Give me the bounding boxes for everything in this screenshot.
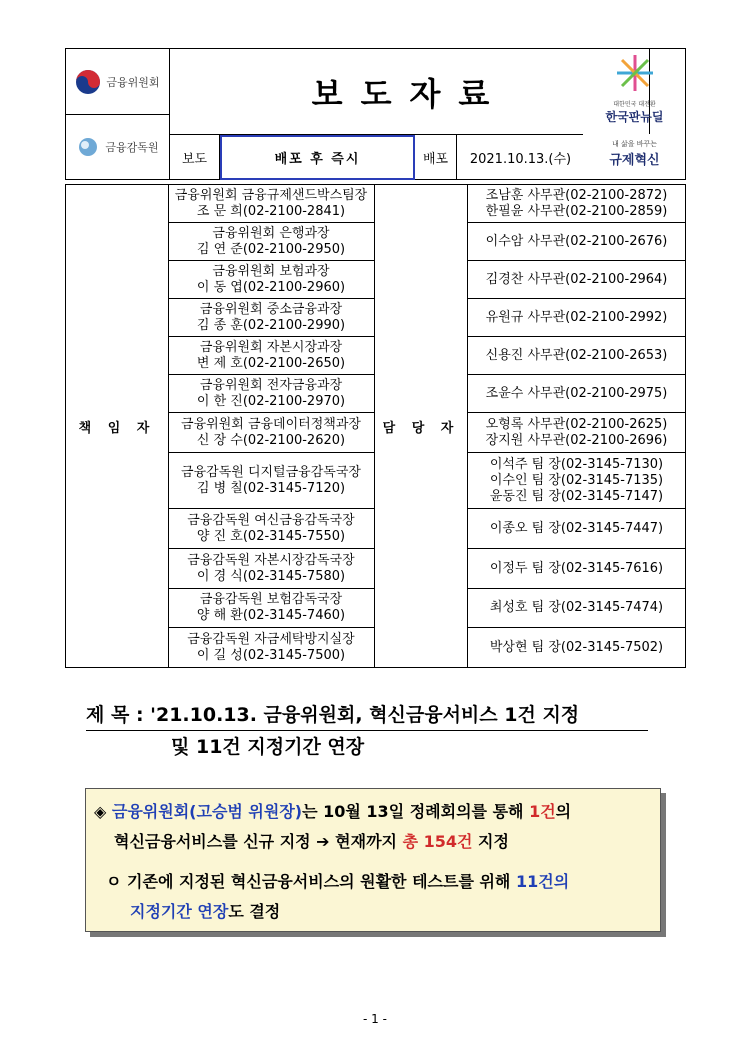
responsible-row <box>168 185 374 223</box>
staff-row <box>468 299 685 337</box>
responsible-dept: 금융감독원 디지털금융감독국장 <box>181 464 361 480</box>
staff-contact: 이석주 팀 장(02-3145-7130) <box>489 456 664 472</box>
staff-contact: 조남훈 사무관(02-2100-2872) <box>485 187 668 203</box>
responsible-name-phone: 양 진 호(02-3145-7550) <box>196 528 346 544</box>
responsible-row <box>168 223 374 261</box>
staff-row <box>468 509 685 549</box>
responsible-row <box>168 413 374 453</box>
staff-row <box>468 453 685 509</box>
fsc-logo-text: 금융위원회 <box>106 75 160 89</box>
summary-text: 지정 <box>472 832 509 851</box>
summary-box <box>85 788 661 932</box>
responsible-name-phone: 김 병 칠(02-3145-7120) <box>196 480 346 496</box>
release-date: 2021.10.13.(수) <box>469 152 572 167</box>
staff-contact: 장지원 사무관(02-2100-2696) <box>485 432 668 448</box>
staff-row <box>468 589 685 628</box>
responsible-label: 책 임 자 <box>66 185 169 667</box>
reform-big-text: 규제혁신 <box>609 153 660 168</box>
responsible-row <box>168 337 374 375</box>
responsible-name-phone: 이 경 식(02-3145-7580) <box>196 568 346 584</box>
release-label: 보도 <box>170 135 220 180</box>
release-value: 배포 후 즉시 <box>220 135 415 180</box>
staff-contact: 윤동진 팀 장(02-3145-7147) <box>489 488 664 504</box>
contacts-table <box>65 184 686 668</box>
summary-text: 의 <box>555 802 572 821</box>
responsible-dept: 금융위원회 전자금융과장 <box>199 377 343 393</box>
reform-small-text: 내 삶을 바꾸는 <box>611 140 658 148</box>
new-count-highlight: 1건 <box>529 802 556 821</box>
newdeal-big-text: 한국판뉴딜 <box>605 110 664 124</box>
regulation-reform-logo <box>583 133 686 177</box>
responsible-row <box>168 453 374 509</box>
extension-highlight: 지정기간 연장 <box>130 902 229 921</box>
responsible-row <box>168 261 374 299</box>
fsc-chair-highlight: 금융위원회(고승범 위원장) <box>111 802 303 821</box>
responsible-row <box>168 299 374 337</box>
responsible-dept: 금융감독원 자본시장감독국장 <box>187 552 355 568</box>
page-number: - 1 - <box>363 1012 387 1026</box>
fss-logo-text: 금융감독원 <box>105 140 159 154</box>
responsible-name-phone: 양 해 환(02-3145-7460) <box>196 608 346 623</box>
staff-contact: 조윤수 사무관(02-2100-2975) <box>485 385 668 401</box>
responsible-dept: 금융위원회 보험과장 <box>212 263 330 279</box>
release-info-row <box>169 134 583 180</box>
responsible-dept: 금융감독원 보험감독국장 <box>199 592 343 607</box>
responsible-name-phone: 이 길 성(02-3145-7500) <box>196 647 346 663</box>
staff-contact: 이수암 사무관(02-2100-2676) <box>485 233 668 249</box>
summary-bullet-2 <box>106 869 569 892</box>
staff-contact: 한필윤 사무관(02-2100-2859) <box>485 203 668 219</box>
staff-contact: 이정두 팀 장(02-3145-7616) <box>489 560 664 576</box>
staff-row <box>468 628 685 667</box>
responsible-list <box>168 185 374 667</box>
responsible-name-phone: 김 종 훈(02-2100-2990) <box>196 317 346 333</box>
responsible-dept: 금융위원회 금융규제샌드박스팀장 <box>174 187 368 203</box>
responsible-dept: 금융위원회 자본시장과장 <box>199 339 343 355</box>
staff-contact: 이수인 팀 장(02-3145-7135) <box>489 472 664 488</box>
newdeal-logo <box>583 53 686 131</box>
staff-row <box>468 261 685 299</box>
responsible-dept: 금융위원회 금융데이터정책과장 <box>181 416 361 432</box>
staff-list <box>468 185 685 667</box>
summary-bullet-1 <box>94 799 571 822</box>
staff-row <box>468 413 685 453</box>
summary-text: 도 결정 <box>228 902 281 921</box>
staff-contact: 김경찬 사무관(02-2100-2964) <box>485 271 668 287</box>
staff-contact: 이종오 팀 장(02-3145-7447) <box>489 520 664 536</box>
circle-bullet-icon: ㅇ <box>106 872 122 891</box>
staff-row <box>468 549 685 589</box>
staff-contact: 유원규 사무관(02-2100-2992) <box>485 309 668 325</box>
staff-row <box>468 337 685 375</box>
page-title: 보도자료 <box>169 49 650 134</box>
staff-contact: 최성호 팀 장(02-3145-7474) <box>489 600 664 615</box>
responsible-name-phone: 변 제 호(02-2100-2650) <box>196 355 346 371</box>
staff-label: 담 당 자 <box>374 185 468 667</box>
summary-bullet-1-cont <box>114 829 509 852</box>
responsible-row <box>168 375 374 413</box>
distribution-label: 배포 <box>415 135 457 180</box>
fsc-logo <box>66 49 169 115</box>
responsible-dept: 금융감독원 여신금융감독국장 <box>187 512 355 528</box>
subject-line-2: 및 11건 지정기간 연장 <box>171 736 365 758</box>
responsible-dept: 금융감독원 자금세탁방지실장 <box>187 631 355 647</box>
responsible-dept: 금융위원회 중소금융과장 <box>199 301 343 317</box>
responsible-name-phone: 조 문 희(02-2100-2841) <box>196 203 346 219</box>
staff-row <box>468 375 685 413</box>
staff-contact: 신용진 사무관(02-2100-2653) <box>485 347 668 363</box>
summary-text: 기존에 지정된 혁신금융서비스의 원활한 테스트를 위해 <box>127 872 516 891</box>
responsible-name-phone: 김 연 준(02-2100-2950) <box>196 241 346 257</box>
summary-bullet-2-cont <box>130 899 280 922</box>
staff-row <box>468 185 685 223</box>
diamond-bullet-icon: ◈ <box>94 802 107 821</box>
staff-contact: 박상현 팀 장(02-3145-7502) <box>489 639 664 655</box>
subject-underline <box>86 730 648 731</box>
subject-line-1: 제 목 : '21.10.13. 금융위원회, 혁신금융서비스 1건 지정 <box>86 704 580 726</box>
summary-text: 혁신금융서비스를 신규 지정 ➔ 현재까지 <box>114 832 403 851</box>
responsible-dept: 금융위원회 은행과장 <box>212 225 330 241</box>
responsible-row <box>168 628 374 667</box>
fss-emblem-icon <box>76 136 100 158</box>
taegeuk-icon <box>75 69 101 95</box>
responsible-row <box>168 509 374 549</box>
staff-row <box>468 223 685 261</box>
summary-text: 는 10월 13일 정례회의를 통해 <box>302 802 530 821</box>
extension-count-highlight: 11건의 <box>515 872 570 891</box>
responsible-name-phone: 이 동 엽(02-2100-2960) <box>196 279 346 295</box>
newdeal-small-text: 대한민국 대전환 <box>613 101 656 108</box>
campaign-logos <box>583 49 686 181</box>
responsible-row <box>168 549 374 589</box>
responsible-row <box>168 589 374 628</box>
press-header <box>65 48 686 180</box>
responsible-name-phone: 이 한 진(02-2100-2970) <box>196 393 346 409</box>
newdeal-star-icon <box>613 53 657 93</box>
responsible-name-phone: 신 장 수(02-2100-2620) <box>196 432 346 448</box>
staff-contact: 오형록 사무관(02-2100-2625) <box>485 416 668 432</box>
total-count-highlight: 총 154건 <box>402 832 473 851</box>
fss-logo <box>66 114 169 179</box>
